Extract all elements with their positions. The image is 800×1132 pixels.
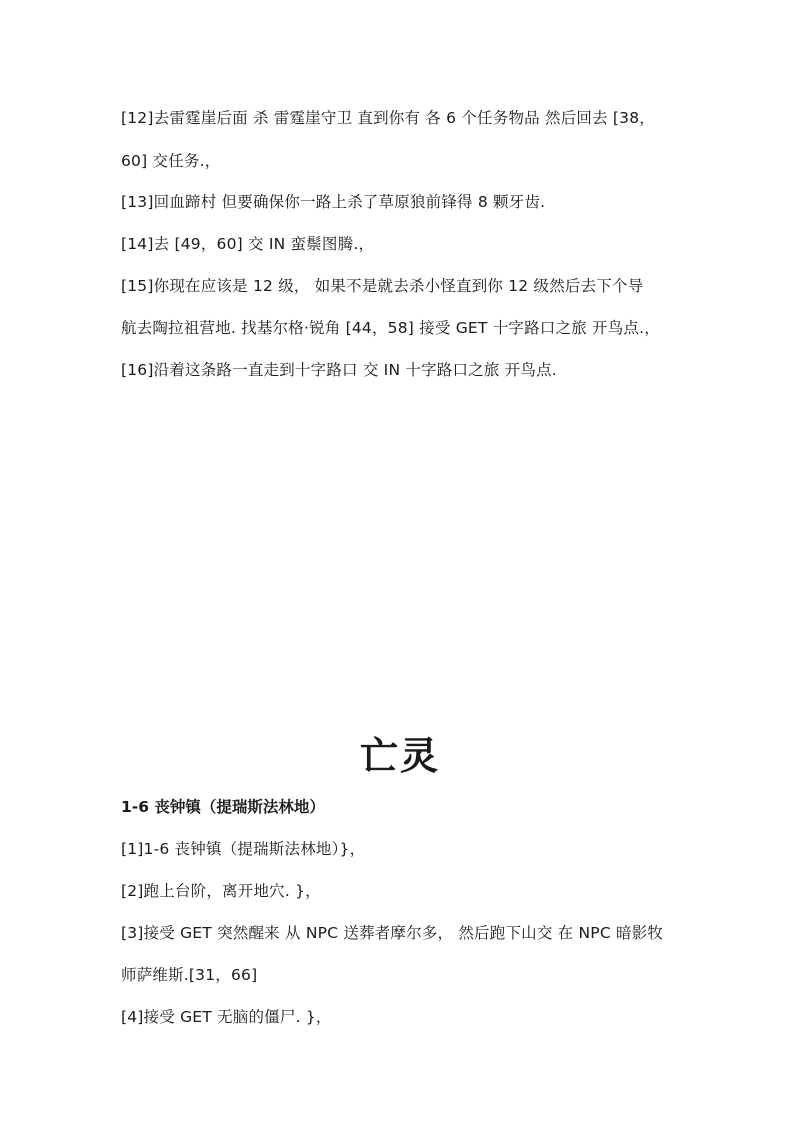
section-subtitle: 1-6 丧钟镇（提瑞斯法林地）	[121, 798, 325, 816]
step-16-line: [16]沿着这条路一直走到十字路口 交 IN 十字路口之旅 开鸟点.	[121, 361, 557, 379]
undead-step-2-line: [2]跑上台阶，离开地穴. }，	[121, 882, 321, 900]
step-12-line-1: [12]去雷霆崖后面 杀 雷霆崖守卫 直到你有 各 6 个任务物品 然后回去 [38，	[121, 109, 655, 127]
step-14-line: [14]去 [49，60] 交 IN 蛮鬃图腾.，	[121, 235, 375, 253]
step-15-line-2: 航去陶拉祖营地. 找基尔格·锐角 [44，58] 接受 GET 十字路口之旅 开鸟点.，	[121, 319, 660, 337]
undead-step-1-line: [1]1-6 丧钟镇（提瑞斯法林地）}，	[121, 840, 366, 858]
undead-step-3-line-1: [3]接受 GET 突然醒来 从 NPC 送葬者摩尔多， 然后跑下山交 在 NPC 暗影牧	[121, 924, 664, 942]
step-15-line-1: [15]你现在应该是 12 级， 如果不是就去杀小怪直到你 12 级然后去下个导	[121, 277, 644, 295]
step-13-line: [13]回血蹄村 但要确保你一路上杀了草原狼前锋得 8 颗牙齿.	[121, 193, 546, 211]
section-title: 亡灵	[359, 734, 440, 778]
undead-step-3-line-2: 师萨维斯.[31，66]	[121, 966, 258, 984]
step-12-line-2: 60] 交任务.，	[121, 152, 221, 170]
undead-step-4-line: [4]接受 GET 无脑的僵尸. }，	[121, 1008, 332, 1026]
